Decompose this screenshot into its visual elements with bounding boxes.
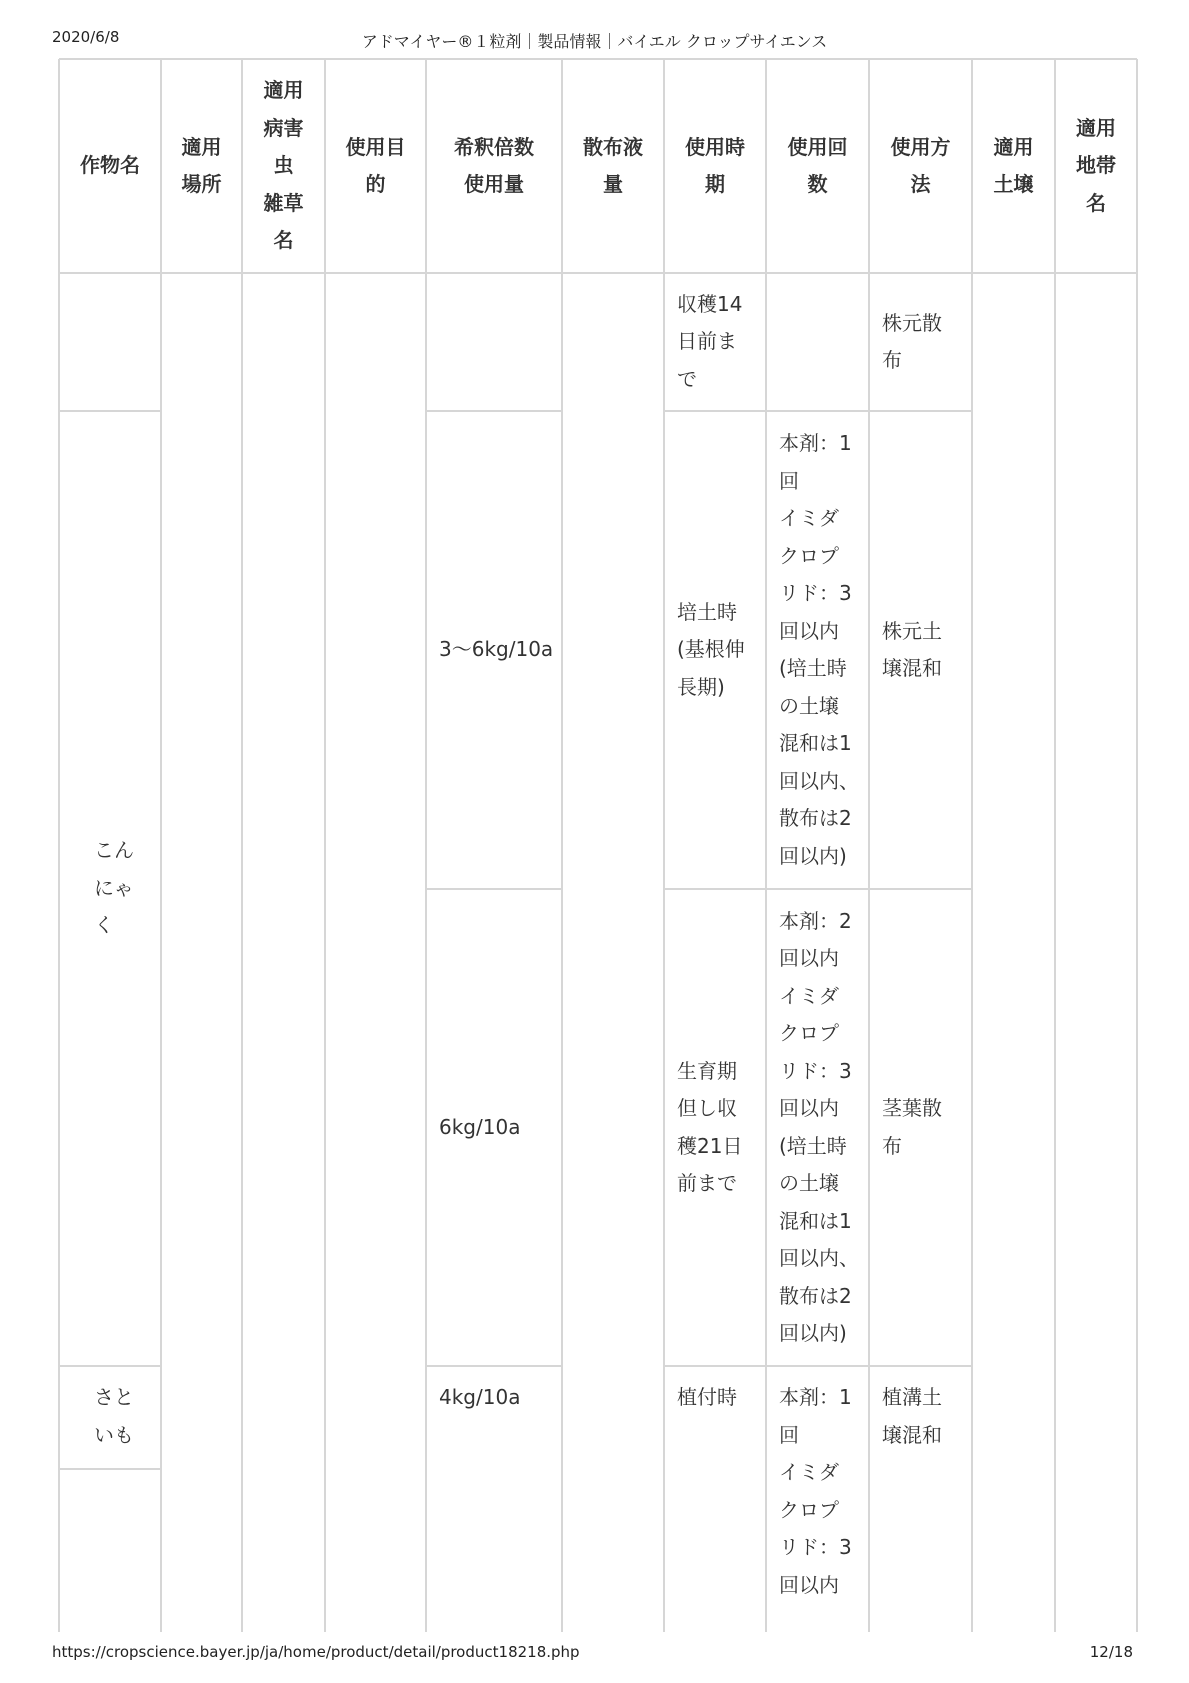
header-method-line: 法	[910, 172, 931, 196]
crop-name-cell: いも	[94, 1422, 134, 1447]
count-cell: 本剤：1	[779, 431, 852, 455]
column-border	[324, 59, 326, 1632]
column-border	[561, 59, 563, 1632]
count-cell: クロプ	[779, 1021, 839, 1045]
header-timing-line: 期	[705, 172, 725, 196]
crop-name-cell: く	[94, 913, 114, 938]
column-border	[58, 59, 60, 1632]
method-cell: 茎葉散	[882, 1096, 942, 1120]
timing-cell: 但し収	[677, 1096, 737, 1120]
row-border	[664, 1365, 972, 1367]
header-target-line: 名	[273, 228, 294, 253]
header-purpose-line: 使用目	[345, 134, 406, 159]
timing-cell: (基根伸	[677, 637, 745, 662]
print-url: https://cropscience.bayer.jp/ja/home/product/detail/product18218.php	[52, 1643, 580, 1661]
count-cell: イミダ	[779, 506, 839, 530]
row-border	[426, 888, 562, 890]
crop-name-cell: こん	[94, 838, 134, 863]
timing-cell: で	[677, 366, 697, 391]
header-site-line: 場所	[181, 172, 222, 196]
count-cell: の土壌	[779, 693, 839, 718]
row-border	[664, 410, 972, 412]
row-border	[59, 1468, 161, 1470]
count-cell: 回	[779, 468, 799, 493]
column-border	[425, 59, 427, 1632]
header-method-line: 使用方	[890, 134, 951, 159]
count-cell: 回以内、	[779, 768, 859, 793]
row-border	[426, 1365, 562, 1367]
dosage-cell: 3～6kg/10a	[439, 637, 554, 662]
header-count-line: 数	[807, 172, 828, 196]
method-cell: 壌混和	[882, 656, 942, 680]
count-cell: 回以内)	[779, 1321, 847, 1345]
count-cell: イミダ	[779, 1460, 839, 1484]
header-region-line: 名	[1086, 190, 1106, 215]
header-target-line: 虫	[273, 153, 294, 178]
header-spray-volume-line: 散布液	[583, 134, 643, 159]
header-count-line: 使用回	[787, 134, 848, 159]
count-cell: クロプ	[779, 1497, 839, 1522]
timing-cell: 穫21日	[677, 1133, 743, 1158]
header-site-line: 適用	[181, 134, 222, 159]
timing-cell: 植付時	[677, 1385, 737, 1409]
method-cell: 布	[882, 348, 902, 372]
header-region-line: 地帯	[1076, 153, 1116, 178]
count-cell: リド：3	[779, 1535, 852, 1559]
count-cell: (培土時	[779, 656, 847, 680]
header-dosage-line: 希釈倍数	[454, 134, 534, 159]
count-cell: 回	[779, 1422, 799, 1447]
crop-name-cell: さと	[94, 1385, 134, 1409]
header-timing-line: 使用時	[685, 134, 745, 159]
timing-cell: 培土時	[677, 599, 737, 624]
header-target-line: 適用	[263, 78, 304, 103]
count-cell: 回以内)	[779, 843, 847, 868]
count-cell: (培土時	[779, 1133, 847, 1158]
timing-cell: 前まで	[677, 1171, 737, 1195]
print-title: アドマイヤー®１粒剤｜製品情報｜バイエル クロップサイエンス	[361, 32, 828, 51]
column-border	[1136, 59, 1138, 1632]
header-purpose-line: 的	[365, 172, 386, 196]
count-cell: 回以内	[779, 618, 839, 643]
header-soil-line: 土壌	[993, 172, 1034, 196]
method-cell: 株元散	[882, 310, 942, 335]
crop-name-cell: にゃ	[94, 875, 134, 900]
column-border	[868, 59, 870, 1632]
method-cell: 植溝土	[882, 1385, 942, 1409]
row-border	[59, 410, 161, 412]
count-cell: リド：3	[779, 581, 852, 605]
print-date: 2020/6/8	[52, 28, 120, 46]
column-border	[1054, 59, 1056, 1632]
print-page-number: 12/18	[1089, 1643, 1133, 1661]
header-target-line: 病害	[263, 115, 304, 140]
timing-cell: 収穫14	[677, 291, 743, 316]
count-cell: 本剤：1	[779, 1385, 852, 1409]
header-soil-line: 適用	[993, 134, 1034, 159]
column-border	[971, 59, 973, 1632]
row-border	[59, 1365, 161, 1367]
count-cell: イミダ	[779, 983, 839, 1008]
count-cell: リド：3	[779, 1058, 852, 1083]
dosage-cell: 6kg/10a	[439, 1114, 521, 1139]
count-cell: 回以内	[779, 1096, 839, 1120]
count-cell: 混和は1	[779, 731, 852, 755]
count-cell: 回以内	[779, 1572, 839, 1597]
header-bottom-border	[59, 272, 1137, 274]
timing-cell: 長期)	[677, 674, 725, 699]
column-border	[765, 59, 767, 1632]
method-cell: 株元土	[882, 618, 942, 643]
count-cell: 本剤：2	[779, 908, 852, 933]
count-cell: 混和は1	[779, 1208, 852, 1233]
header-region-line: 適用	[1076, 115, 1116, 140]
column-border	[241, 59, 243, 1632]
timing-cell: 生育期	[677, 1058, 737, 1083]
count-cell: クロプ	[779, 543, 839, 568]
dosage-cell: 4kg/10a	[439, 1385, 521, 1409]
column-border	[160, 59, 162, 1632]
header-spray-volume-line: 量	[603, 172, 623, 196]
row-border	[426, 410, 562, 412]
timing-cell: 日前ま	[677, 329, 737, 354]
method-cell: 壌混和	[882, 1422, 942, 1447]
header-target-line: 雑草	[263, 190, 304, 215]
count-cell: 回以内、	[779, 1246, 859, 1270]
column-border	[663, 59, 665, 1632]
header-dosage-line: 使用量	[464, 172, 524, 196]
method-cell: 布	[882, 1133, 902, 1158]
count-cell: 散布は2	[779, 806, 852, 830]
table-top-border	[59, 58, 1137, 60]
count-cell: 散布は2	[779, 1283, 852, 1308]
header-crop-name-line: 作物名	[80, 153, 140, 178]
count-cell: の土壌	[779, 1171, 839, 1195]
row-border	[664, 888, 972, 890]
count-cell: 回以内	[779, 946, 839, 970]
